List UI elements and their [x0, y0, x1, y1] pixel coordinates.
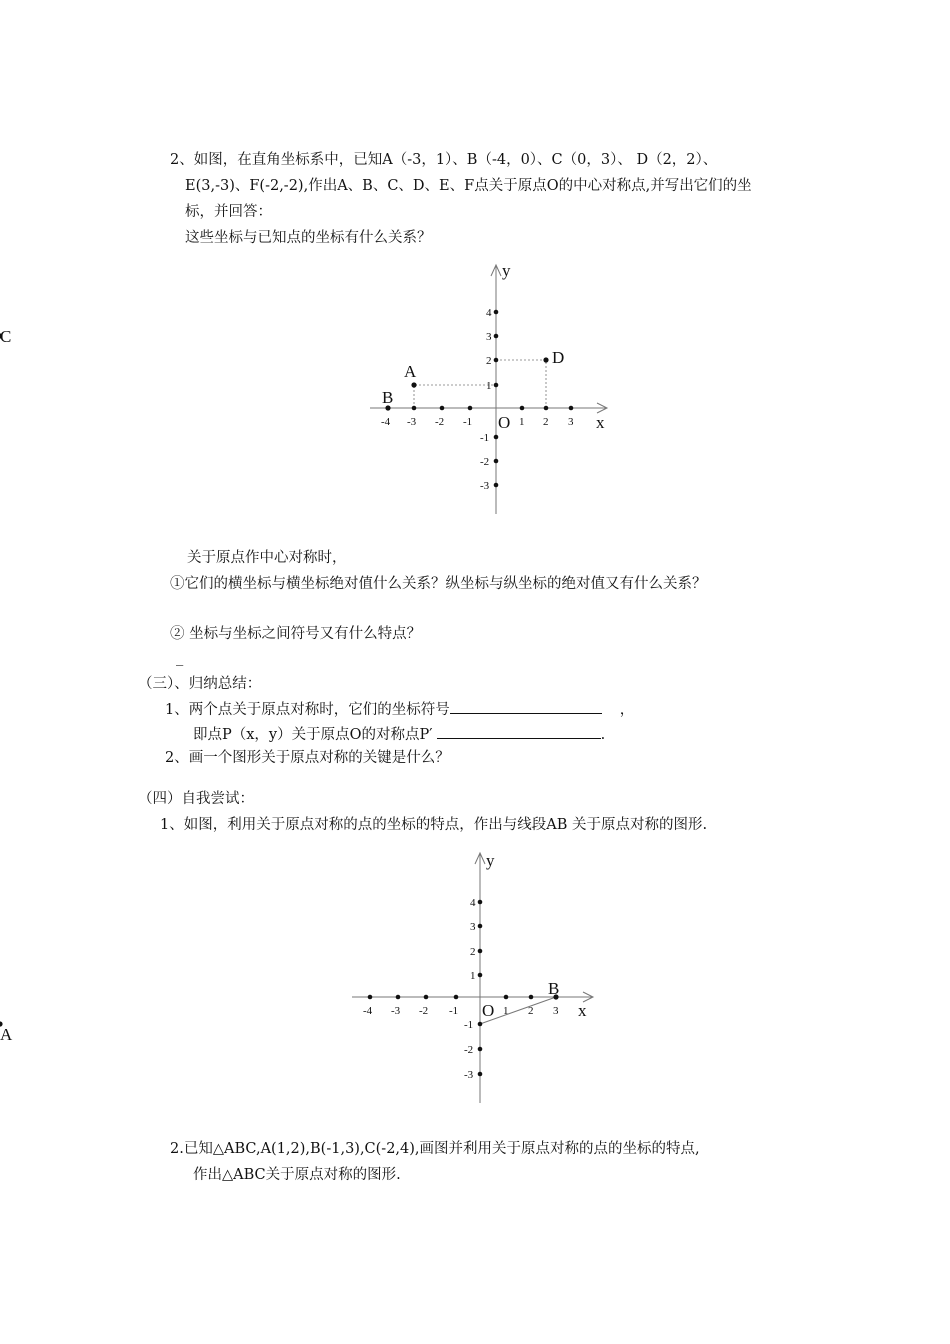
- graph1-x-tick-label: -3: [407, 416, 417, 428]
- graph2-origin-label: O: [482, 1001, 495, 1020]
- graph2-x-tick-label: -4: [363, 1005, 373, 1017]
- summary-item-2: 2、画一个图形关于原点对称的关键是什么？: [165, 750, 450, 766]
- graph1-point-label-a: A: [404, 362, 417, 381]
- graph2-x-label: x: [578, 1001, 587, 1020]
- graph1-x-label: x: [596, 413, 605, 432]
- graph2-y-tick-label: 4: [470, 897, 476, 909]
- graph2-y-tick-label: -1: [464, 1019, 474, 1031]
- graph1-y-tick-label: 3: [486, 331, 492, 343]
- graph2-point-label-b: B: [548, 979, 560, 998]
- graph1-x-tick-label: -2: [435, 416, 445, 428]
- graph2-point-label-a: A: [0, 1025, 13, 1044]
- graph1-x-tick-label: -1: [463, 416, 473, 428]
- graph2-y-tick-dot: [478, 973, 483, 978]
- graph2-y-tick-dot: [478, 949, 483, 954]
- graph2-y-label: y: [486, 851, 495, 870]
- graph2-x-tick-dot: [424, 995, 429, 1000]
- selftest-question-1: 1、如图，利用关于原点对称的点的坐标的特点，作出与线段AB 关于原点对称的图形.: [160, 817, 708, 833]
- symmetry-question-2: ② 坐标与坐标之间符号又有什么特点？: [170, 626, 422, 642]
- graph2-x-tick-label: -2: [419, 1005, 429, 1017]
- graph1-x-tick-label: -4: [381, 416, 391, 428]
- selftest-question-2-line-2: 作出△ABC关于原点对称的图形.: [193, 1167, 401, 1183]
- graph2-y-tick-label: 3: [470, 921, 476, 933]
- graph2-y-tick-label: 1: [470, 970, 476, 982]
- graph1-y-tick-label: -1: [480, 432, 490, 444]
- symmetry-intro: 关于原点作中心对称时，: [187, 550, 347, 566]
- selftest-question-2-line-1: 2.已知△ABC,A(1,2),B(-1,3),C(-2,4),画图并利用关于原点对称的点的坐标的特点,: [170, 1141, 700, 1157]
- graph1-origin-label: O: [498, 413, 511, 432]
- graph1-y-label: y: [502, 261, 511, 280]
- graph2-x-tick-label: 2: [528, 1005, 534, 1017]
- graph1-y-tick-label: 2: [486, 355, 492, 367]
- graph2-x-tick-label: 3: [553, 1005, 559, 1017]
- graph1-x-tick-label: 3: [568, 416, 574, 428]
- selftest-heading: （四）自我尝试：: [138, 791, 254, 807]
- graph2-y-tick-dot: [478, 1072, 483, 1077]
- graph2-y-tick-label: -3: [464, 1069, 474, 1081]
- graph1-point-label-b: B: [382, 388, 394, 407]
- q2-line-3: 标，并回答：: [185, 204, 272, 220]
- graph1-y-tick-label: -3: [480, 480, 490, 492]
- summary-heading: （三）、归纳总结：: [138, 676, 262, 692]
- graph2-x-tick-dot: [396, 995, 401, 1000]
- graph2-y-tick-dot: [478, 924, 483, 929]
- graph2-y-tick-label: -2: [464, 1044, 474, 1056]
- graph2-x-tick-label: 1: [503, 1005, 509, 1017]
- graph1-x-tick-label: 2: [543, 416, 549, 428]
- graph2-x-tick-label: -3: [391, 1005, 401, 1017]
- q2-line-4: 这些坐标与已知点的坐标有什么关系？: [185, 230, 432, 246]
- graph1-x-tick-label: 1: [519, 416, 525, 428]
- summary-item-1b-end: .: [600, 727, 606, 743]
- graph2-y-tick-label: 2: [470, 946, 476, 958]
- q2-line-2: E(3,-3)、F(-2,-2),作出A、B、C、D、E、F点关于原点O的中心对称点,并写出它们的坐: [185, 178, 752, 194]
- summary-item-1-end: ，: [619, 702, 635, 718]
- q2-line-1: 2、如图，在直角坐标系中，已知A（-3，1）、B（-4，0）、C（0，3）、 D（2，2）、: [170, 152, 718, 168]
- graph1-point-label-c: C: [0, 327, 12, 346]
- graph1-y-tick-label: -2: [480, 456, 490, 468]
- graph2-y-tick-dot: [478, 900, 483, 905]
- graph2-x-tick-dot: [504, 995, 509, 1000]
- stray-mark: _: [176, 650, 184, 666]
- symmetry-question-1: ①它们的横坐标与横坐标绝对值什么关系？纵坐标与纵坐标的绝对值又有什么关系？: [170, 576, 707, 592]
- graph2-x-tick-label: -1: [449, 1005, 459, 1017]
- graph2-x-tick-dot: [368, 995, 373, 1000]
- graph2-y-tick-dot: [478, 1022, 483, 1027]
- graph2-x-tick-dot: [454, 995, 459, 1000]
- graph1-y-tick-label: 1: [486, 380, 492, 392]
- graph1-y-tick-label: 4: [486, 307, 492, 319]
- graph1-point-label-d: D: [552, 348, 565, 367]
- graph2-x-tick-dot: [529, 995, 534, 1000]
- summary-item-1-text: 1、两个点关于原点对称时，它们的坐标符号: [165, 702, 450, 718]
- summary-item-1b-text: 即点P（x，y）关于原点O的对称点P′: [193, 727, 433, 743]
- graph2-y-tick-dot: [478, 1047, 483, 1052]
